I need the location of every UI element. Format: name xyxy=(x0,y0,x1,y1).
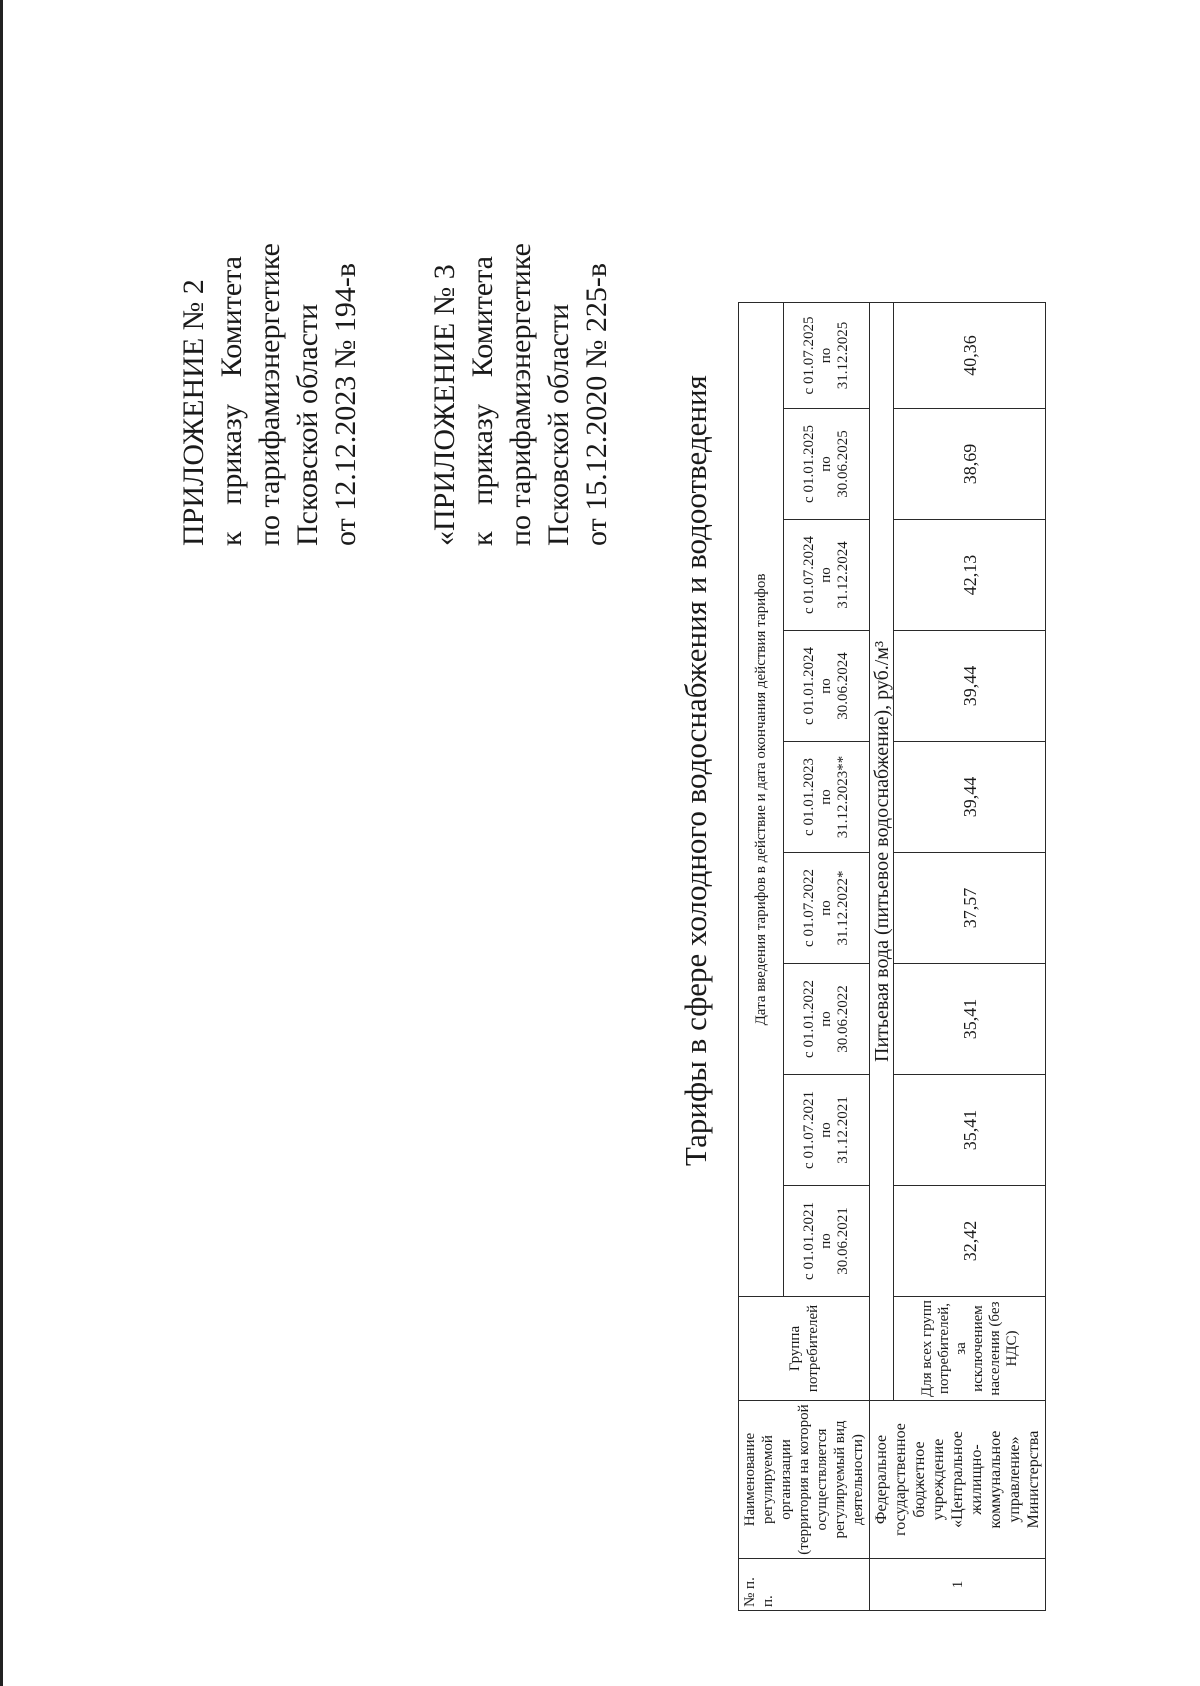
section-title: Питьевая вода (питьевое водоснабжение), руб./м³ xyxy=(870,303,894,1401)
section-row xyxy=(870,303,894,1611)
tariff-value: 39,44 xyxy=(894,631,1046,742)
header-dates: Дата введения тарифов в действие и дата окончания действия тарифов xyxy=(739,303,784,1297)
row-number: 1 xyxy=(870,1559,1046,1611)
header-row-top xyxy=(739,303,784,1611)
header-period: с 01.01.2024 по 30.06.2024 xyxy=(784,631,870,742)
row-group: Для всех групп потребителей, за исключением населения (без НДС) xyxy=(894,1297,1046,1401)
document-title: Тарифы в сфере холодного водоснабжения и водоотведения xyxy=(678,375,713,1166)
tariff-value: 35,41 xyxy=(894,1075,1046,1186)
appendix-current-line1: к приказу Комитета xyxy=(215,256,248,546)
appendix-current-line3: Псковской области xyxy=(291,303,324,546)
row-organization: Федеральное государственное бюджетное учреждение «Центральное жилищно-коммунальное управление» Министерства xyxy=(870,1401,1046,1559)
header-number: № п. п. xyxy=(739,1559,870,1611)
appendix-previous-line3: Псковской области xyxy=(542,303,575,546)
appendix-previous-block xyxy=(426,243,616,546)
header-period: с 01.07.2024 по 31.12.2024 xyxy=(784,520,870,631)
header-period: с 01.07.2025 по 31.12.2025 xyxy=(784,303,870,409)
appendix-previous-line1: к приказу Комитета xyxy=(466,256,499,546)
tariff-value: 42,13 xyxy=(894,520,1046,631)
tariff-value: 35,41 xyxy=(894,964,1046,1075)
header-period: с 01.01.2022 по 30.06.2022 xyxy=(784,964,870,1075)
header-period: с 01.01.2021 по 30.06.2021 xyxy=(784,1186,870,1297)
tariff-value: 38,69 xyxy=(894,409,1046,520)
appendix-current-block xyxy=(175,243,365,546)
appendix-current-line4: от 12.12.2023 № 194-в xyxy=(329,263,362,546)
header-period: с 01.07.2021 по 31.12.2021 xyxy=(784,1075,870,1186)
header-period: с 01.07.2022 по 31.12.2022* xyxy=(784,853,870,964)
appendix-previous-line4: от 15.12.2020 № 225-в xyxy=(580,263,613,546)
tariff-table xyxy=(738,302,1046,1611)
tariff-value: 32,42 xyxy=(894,1186,1046,1297)
header-period: с 01.01.2023 по 31.12.2023** xyxy=(784,742,870,853)
appendix-current-line2: по тарифам и энергетике xyxy=(253,243,286,546)
tariff-value: 37,57 xyxy=(894,853,1046,964)
header-organization: Наименование регулируемой организации (территория на которой осуществляется регулируемый вид деятельности) xyxy=(739,1401,870,1559)
appendix-previous-title: «ПРИЛОЖЕНИЕ № 3 xyxy=(428,264,461,546)
appendix-previous-line2: по тарифам и энергетике xyxy=(504,243,537,546)
appendix-current-title: ПРИЛОЖЕНИЕ № 2 xyxy=(177,279,210,546)
tariff-value: 39,44 xyxy=(894,742,1046,853)
header-group: Группа потребителей xyxy=(739,1297,870,1401)
tariff-value: 40,36 xyxy=(894,303,1046,409)
header-period: с 01.01.2025 по 30.06.2025 xyxy=(784,409,870,520)
